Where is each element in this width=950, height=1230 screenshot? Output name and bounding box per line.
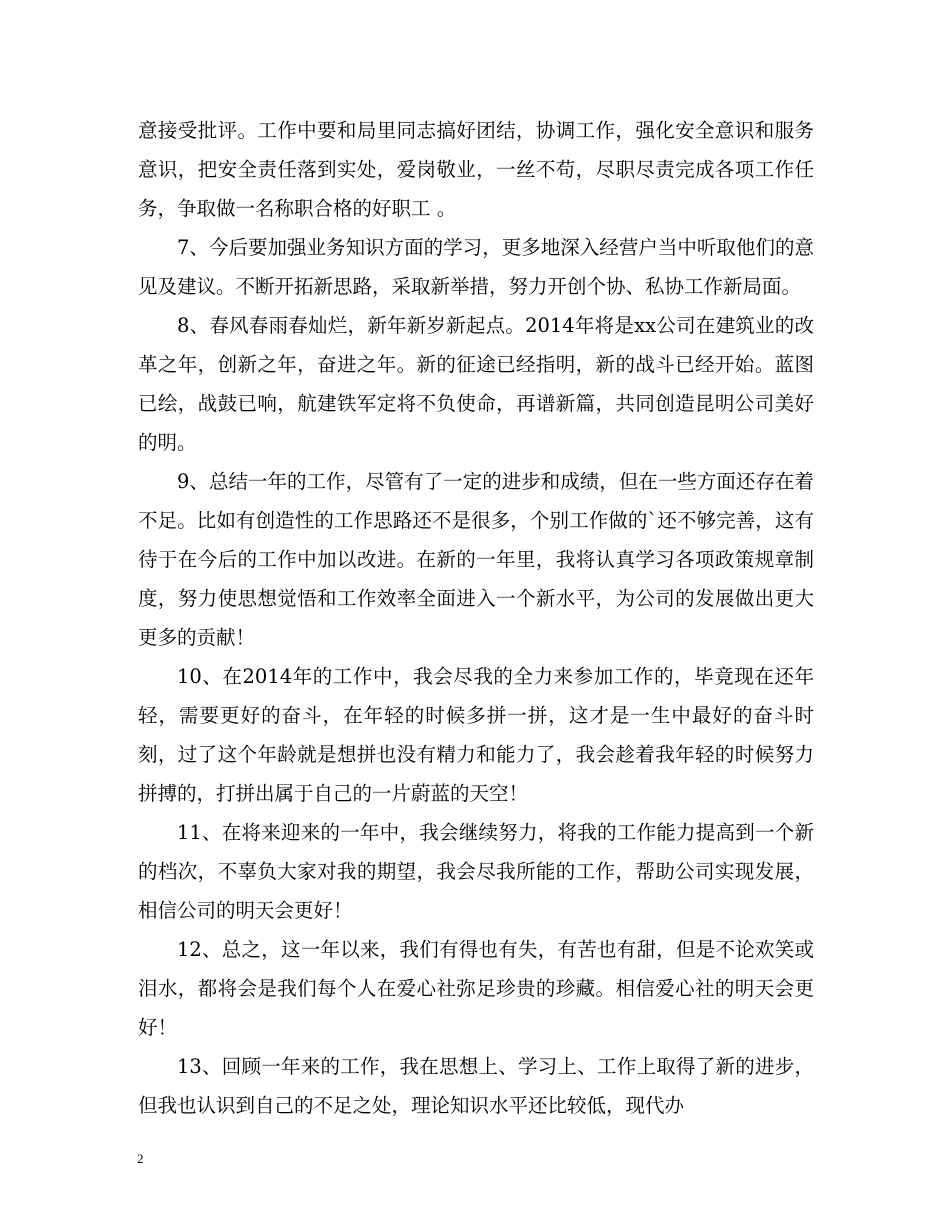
paragraph-item-8: 8、春风春雨春灿烂，新年新岁新起点。2014年将是xx公司在建筑业的改革之年，创新之年，奋进之年。新的征途已经指明，新的战斗已经开始。蓝图已绘，战鼓已响，航建铁军定将不负使命，再谱新篇，共同创造昆明公司美好的明。 [138,314,814,454]
page-number: 2 [137,1151,144,1166]
paragraph-item-10: 10、在2014年的工作中，我会尽我的全力来参加工作的，毕竟现在还年轻，需要更好的奋斗，在年轻的时候多拼一拼，这才是一生中最好的奋斗时刻，过了这个年龄就是想拼也没有精力和能力了，我会趁着我年轻的时候努力拼搏的，打拼出属于自己的一片蔚蓝的天空！ [138,665,814,805]
paragraph-item-11: 11、在将来迎来的一年中，我会继续努力，将我的工作能力提高到一个新的档次，不辜负大家对我的期望，我会尽我所能的工作，帮助公司实现发展，相信公司的明天会更好！ [138,821,814,922]
paragraph-item-12: 12、总之，这一年以来，我们有得也有失，有苦也有甜，但是不论欢笑或泪水，都将会是我们每个人在爱心社弥足珍贵的珍藏。相信爱心社的明天会更好！ [138,938,814,1039]
paragraph-item-13: 13、回顾一年来的工作，我在思想上、学习上、工作上取得了新的进步，但我也认识到自己的不足之处，理论知识水平还比较低，现代办 [138,1055,814,1117]
document-body [138,111,814,1125]
paragraph-item-9: 9、总结一年的工作，尽管有了一定的进步和成绩，但在一些方面还存在着不足。比如有创造性的工作思路还不是很多，个别工作做的`还不够完善，这有待于在今后的工作中加以改进。在新的一年里，我将认真学习各项政策规章制度，努力使思想觉悟和工作效率全面进入一个新水平，为公司的发展做出更大更多的贡献！ [138,470,814,649]
paragraph-continued: 意接受批评。工作中要和局里同志搞好团结，协调工作，强化安全意识和服务意识，把安全责任落到实处，爱岗敬业，一丝不苟，尽职尽责完成各项工作任务，争取做一名称职合格的好职工 。 [138,119,814,220]
paragraph-item-7: 7、今后要加强业务知识方面的学习，更多地深入经营户当中听取他们的意见及建议。不断开拓新思路，采取新举措，努力开创个协、私协工作新局面。 [138,236,814,298]
